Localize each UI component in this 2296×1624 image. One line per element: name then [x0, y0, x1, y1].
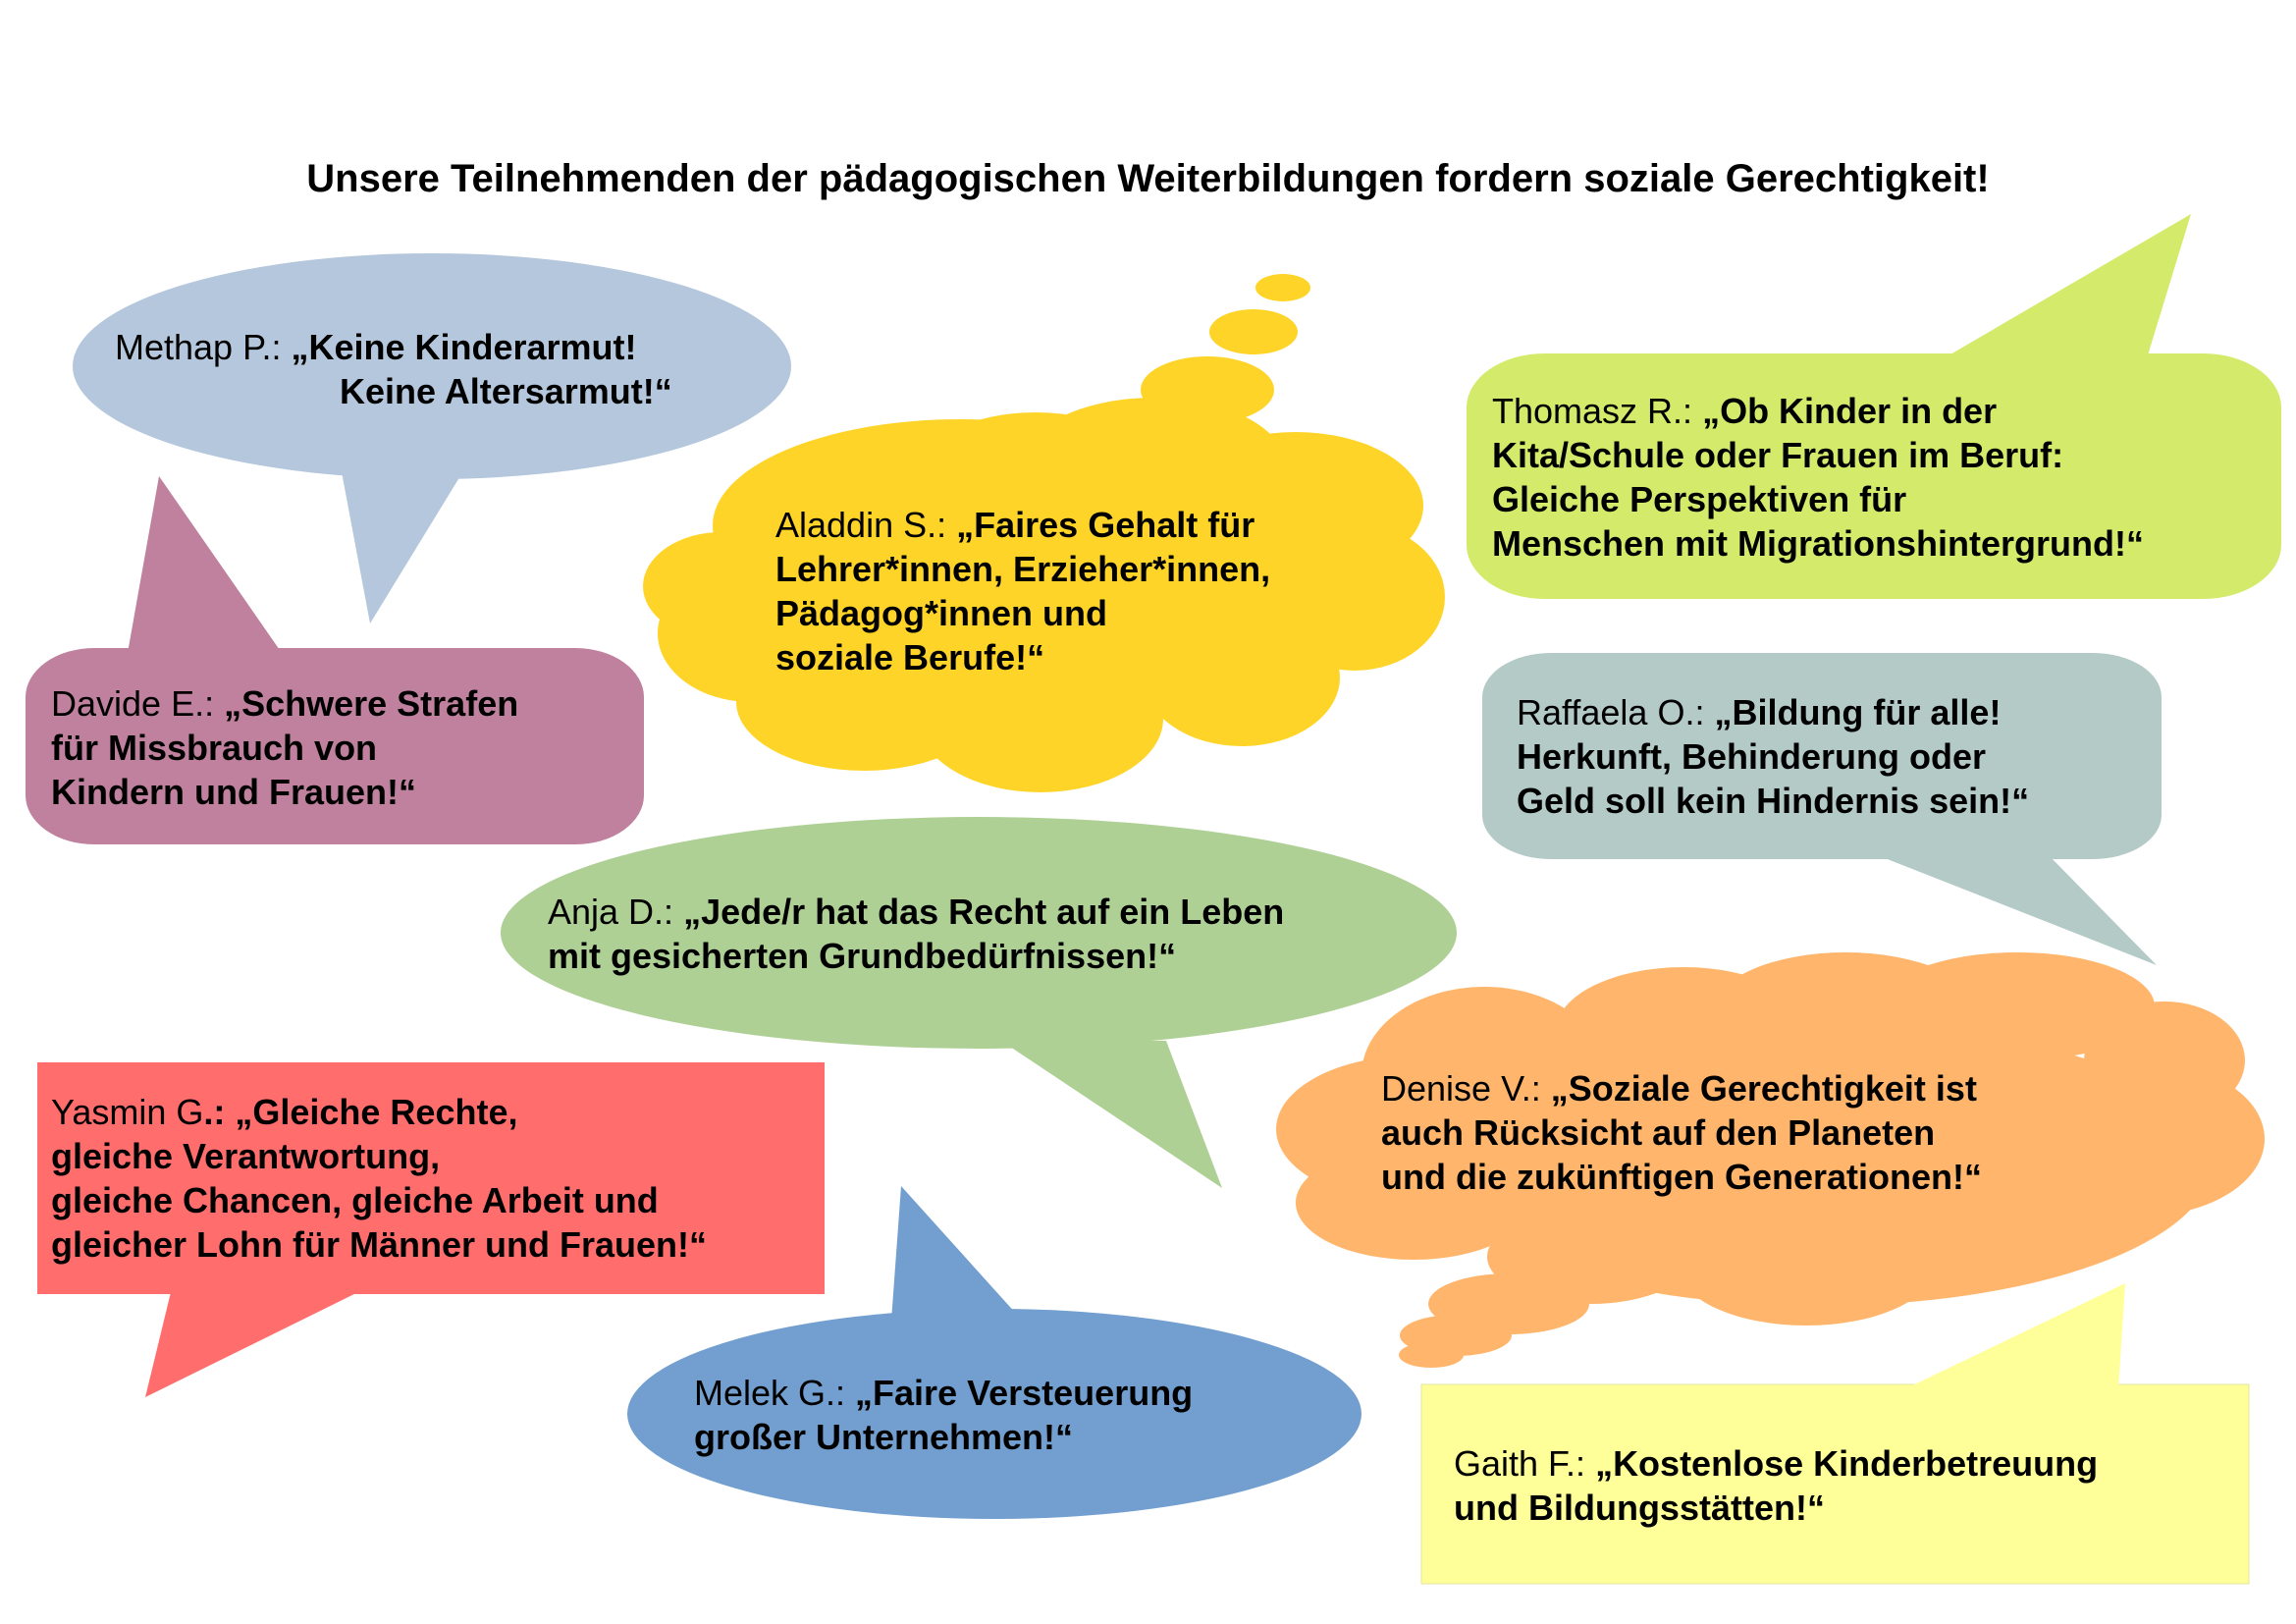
speaker-name: Raffaela O.: [1517, 692, 1715, 732]
bubble-text-denise [1381, 1066, 1982, 1199]
quote-line: für Missbrauch von [51, 728, 378, 768]
speaker-name: Gaith F.: [1454, 1443, 1596, 1484]
quote-line: Gleiche Perspektiven für [1492, 479, 1907, 519]
speaker-name: Anja D.: [548, 892, 684, 932]
speaker-name: Methap P.: [115, 327, 292, 367]
quote-line: Pädagog*innen und [775, 593, 1107, 633]
quote-line: Kita/Schule oder Frauen im Beruf: [1492, 435, 2064, 475]
bubble-text-anja [548, 890, 1284, 978]
quote-line: Menschen mit Migrationshintergrund!“ [1492, 523, 2145, 564]
speaker-name: Davide E.: [51, 683, 225, 724]
quote-line: großer Unternehmen!“ [694, 1417, 1074, 1457]
quote-line: Herkunft, Behinderung oder [1517, 736, 1987, 777]
quote-line: auch Rücksicht auf den Planeten [1381, 1112, 1936, 1153]
quote-line: soziale Berufe!“ [775, 637, 1045, 677]
speaker-name: Melek G.: [694, 1373, 856, 1413]
page-title: Unsere Teilnehmenden der pädagogischen Weiterbildungen fordern soziale Gerechtigkeit! [306, 157, 1990, 200]
quote-line: „Jede/r hat das Recht auf ein Leben [683, 892, 1285, 932]
bubble-text-davide [51, 681, 518, 814]
quote-line: und die zukünftigen Generationen!“ [1381, 1157, 1982, 1197]
quote-line: gleiche Verantwortung, [51, 1136, 441, 1176]
bubble-text-melek [694, 1371, 1193, 1459]
bubble-text-gaith [1454, 1441, 2098, 1530]
quote-line: Geld soll kein Hindernis sein!“ [1517, 781, 2030, 821]
quote-line: „Soziale Gerechtigkeit ist [1550, 1068, 1977, 1109]
quote-line: „Keine Kinderarmut! [291, 327, 637, 367]
quote-line: mit gesicherten Grundbedürfnissen!“ [548, 936, 1177, 976]
speaker-name: Yasmin G [51, 1092, 204, 1132]
quote-line: gleicher Lohn für Männer und Frauen!“ [51, 1224, 708, 1265]
speaker-name: Thomasz R.: [1492, 391, 1703, 431]
bubble-text-aladdin [775, 503, 1270, 679]
bubble-text-raffaela [1517, 690, 2029, 823]
bubble-text-methap [115, 325, 672, 413]
speaker-name: Aladdin S.: [775, 505, 957, 545]
quote-line: und Bildungsstätten!“ [1454, 1488, 1825, 1528]
quote-line: Keine Altersarmut!“ [340, 371, 672, 411]
quote-line: „Schwere Strafen [224, 683, 519, 724]
quote-line: „Faires Gehalt für [956, 505, 1255, 545]
quote-line: Lehrer*innen, Erzieher*innen, [775, 549, 1271, 589]
bubble-text-thomasz [1492, 389, 2144, 566]
quote-line: „Faire Versteuerung [855, 1373, 1194, 1413]
quote-line: „Kostenlose Kinderbetreuung [1595, 1443, 2099, 1484]
quote-line: Kindern und Frauen!“ [51, 772, 416, 812]
quote-line: gleiche Chancen, gleiche Arbeit und [51, 1180, 659, 1220]
quote-line: „Bildung für alle! [1714, 692, 2002, 732]
quote-line: „Ob Kinder in der [1702, 391, 1998, 431]
bubble-text-yasmin [51, 1090, 707, 1267]
speaker-name: Denise V.: [1381, 1068, 1551, 1109]
quote-line: .: „Gleiche Rechte, [203, 1092, 518, 1132]
